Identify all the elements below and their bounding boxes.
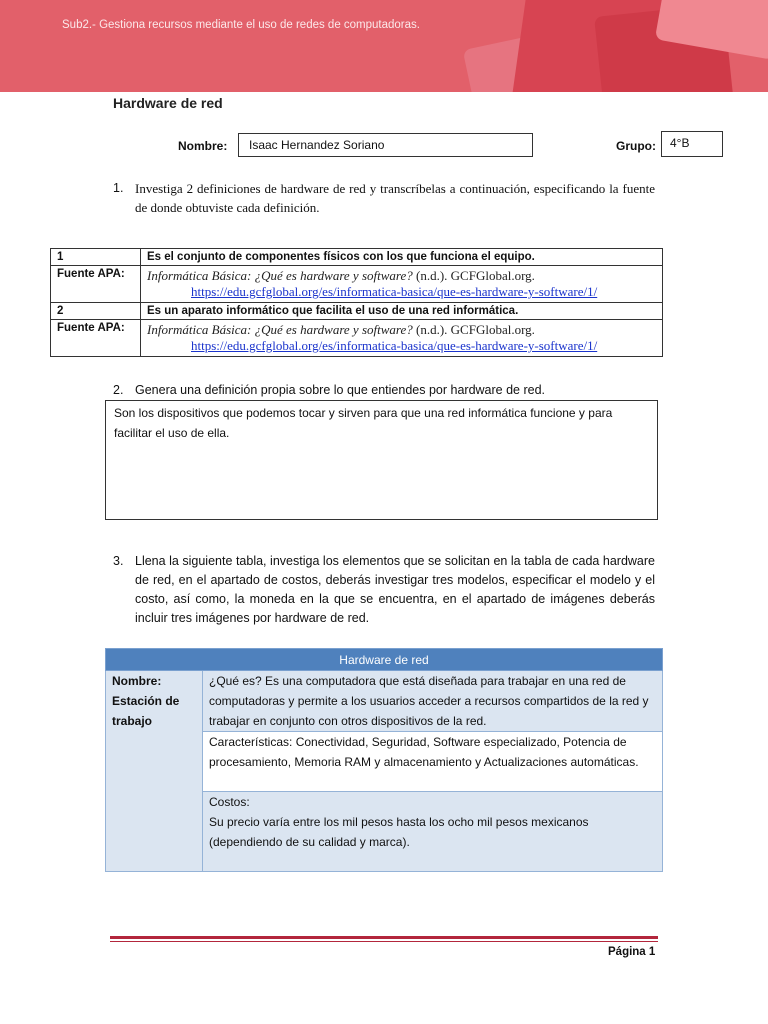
- source-key: Fuente APA:: [51, 320, 141, 357]
- question-number: 2.: [113, 383, 124, 397]
- question-text: Llena la siguiente tabla, investiga los elementos que se solicitan en la tabla de cada hardware de red, en el apartado de costos, deberás investigar tres modelos, especificar el modelo y el costo, así como, la moneda en la que se encuentra, en el apartado de imágenes deberás incluir tres imágenes por hardware de red.: [135, 554, 655, 625]
- question-3: [113, 552, 658, 632]
- table-row: [106, 671, 663, 732]
- definition-cell: Es un aparato informático que facilita el uso de una red informática.: [141, 303, 663, 320]
- hardware-name: Nombre: Estación de trabajo: [106, 671, 203, 872]
- table-header-row: [106, 649, 663, 671]
- group-field[interactable]: 4°B: [661, 131, 723, 157]
- definition-cell: Es el conjunto de componentes físicos con los que funciona el equipo.: [141, 249, 663, 266]
- costs-cell[interactable]: [203, 792, 663, 872]
- name-field[interactable]: Isaac Hernandez Soriano: [238, 133, 533, 157]
- source-link[interactable]: https://edu.gcfglobal.org/es/informatica-basica/que-es-hardware-y-software/1/: [191, 284, 598, 299]
- row-number: 1: [51, 249, 141, 266]
- definition-answer-box[interactable]: Son los dispositivos que podemos tocar y sirven para que una red informática funcione y para facilitar el uso de ella.: [105, 400, 658, 520]
- page-number: Página 1: [608, 946, 656, 958]
- source-link[interactable]: https://edu.gcfglobal.org/es/informatica-basica/que-es-hardware-y-software/1/: [191, 338, 598, 353]
- table-row: [51, 249, 663, 266]
- features-cell[interactable]: Características: Conectividad, Seguridad, Software especializado, Potencia de procesamiento, Memoria RAM y almacenamiento y Actualizaciones automáticas.: [203, 732, 663, 792]
- source-key: Fuente APA:: [51, 266, 141, 303]
- table-row: [51, 320, 663, 357]
- footer-divider: [110, 936, 658, 939]
- citation-title: Informática Básica: ¿Qué es hardware y software?: [147, 268, 413, 283]
- question-2: [113, 381, 658, 400]
- name-label: Nombre:: [178, 139, 228, 153]
- table-row: [51, 303, 663, 320]
- page-title: Hardware de red: [113, 95, 223, 111]
- citation-rest: (n.d.). GCFGlobal.org.: [412, 268, 535, 283]
- citation-title: Informática Básica: ¿Qué es hardware y software?: [147, 322, 413, 337]
- row-number: 2: [51, 303, 141, 320]
- costs-label: Costos:: [209, 795, 250, 809]
- header-text: Sub2.- Gestiona recursos mediante el uso de redes de computadoras.: [62, 19, 420, 31]
- citation-cell: [141, 266, 663, 303]
- question-number: 3.: [113, 554, 124, 568]
- group-label: Grupo:: [616, 139, 656, 153]
- table-header: Hardware de red: [106, 649, 663, 671]
- question-text: Investiga 2 definiciones de hardware de red y transcríbelas a continuación, especificando la fuente de donde obtuviste cada definición.: [135, 181, 655, 215]
- what-is-cell[interactable]: ¿Qué es? Es una computadora que está diseñada para trabajar en una red de computadoras y permite a los usuarios acceder a recursos compartidos de la red y trabajar en conjunto con otros dispositivos de la red.: [203, 671, 663, 732]
- citation-rest: (n.d.). GCFGlobal.org.: [412, 322, 535, 337]
- question-1: [113, 179, 658, 219]
- footer-divider: [110, 941, 658, 942]
- table-row: [51, 266, 663, 303]
- citation-cell: [141, 320, 663, 357]
- header-banner: [0, 0, 768, 92]
- sources-table: [50, 248, 663, 357]
- question-number: 1.: [113, 181, 124, 195]
- costs-text: Su precio varía entre los mil pesos hasta los ocho mil pesos mexicanos (dependiendo de su calidad y marca).: [209, 815, 589, 849]
- hardware-table: [105, 648, 663, 872]
- question-text: Genera una definición propia sobre lo que entiendes por hardware de red.: [135, 383, 545, 397]
